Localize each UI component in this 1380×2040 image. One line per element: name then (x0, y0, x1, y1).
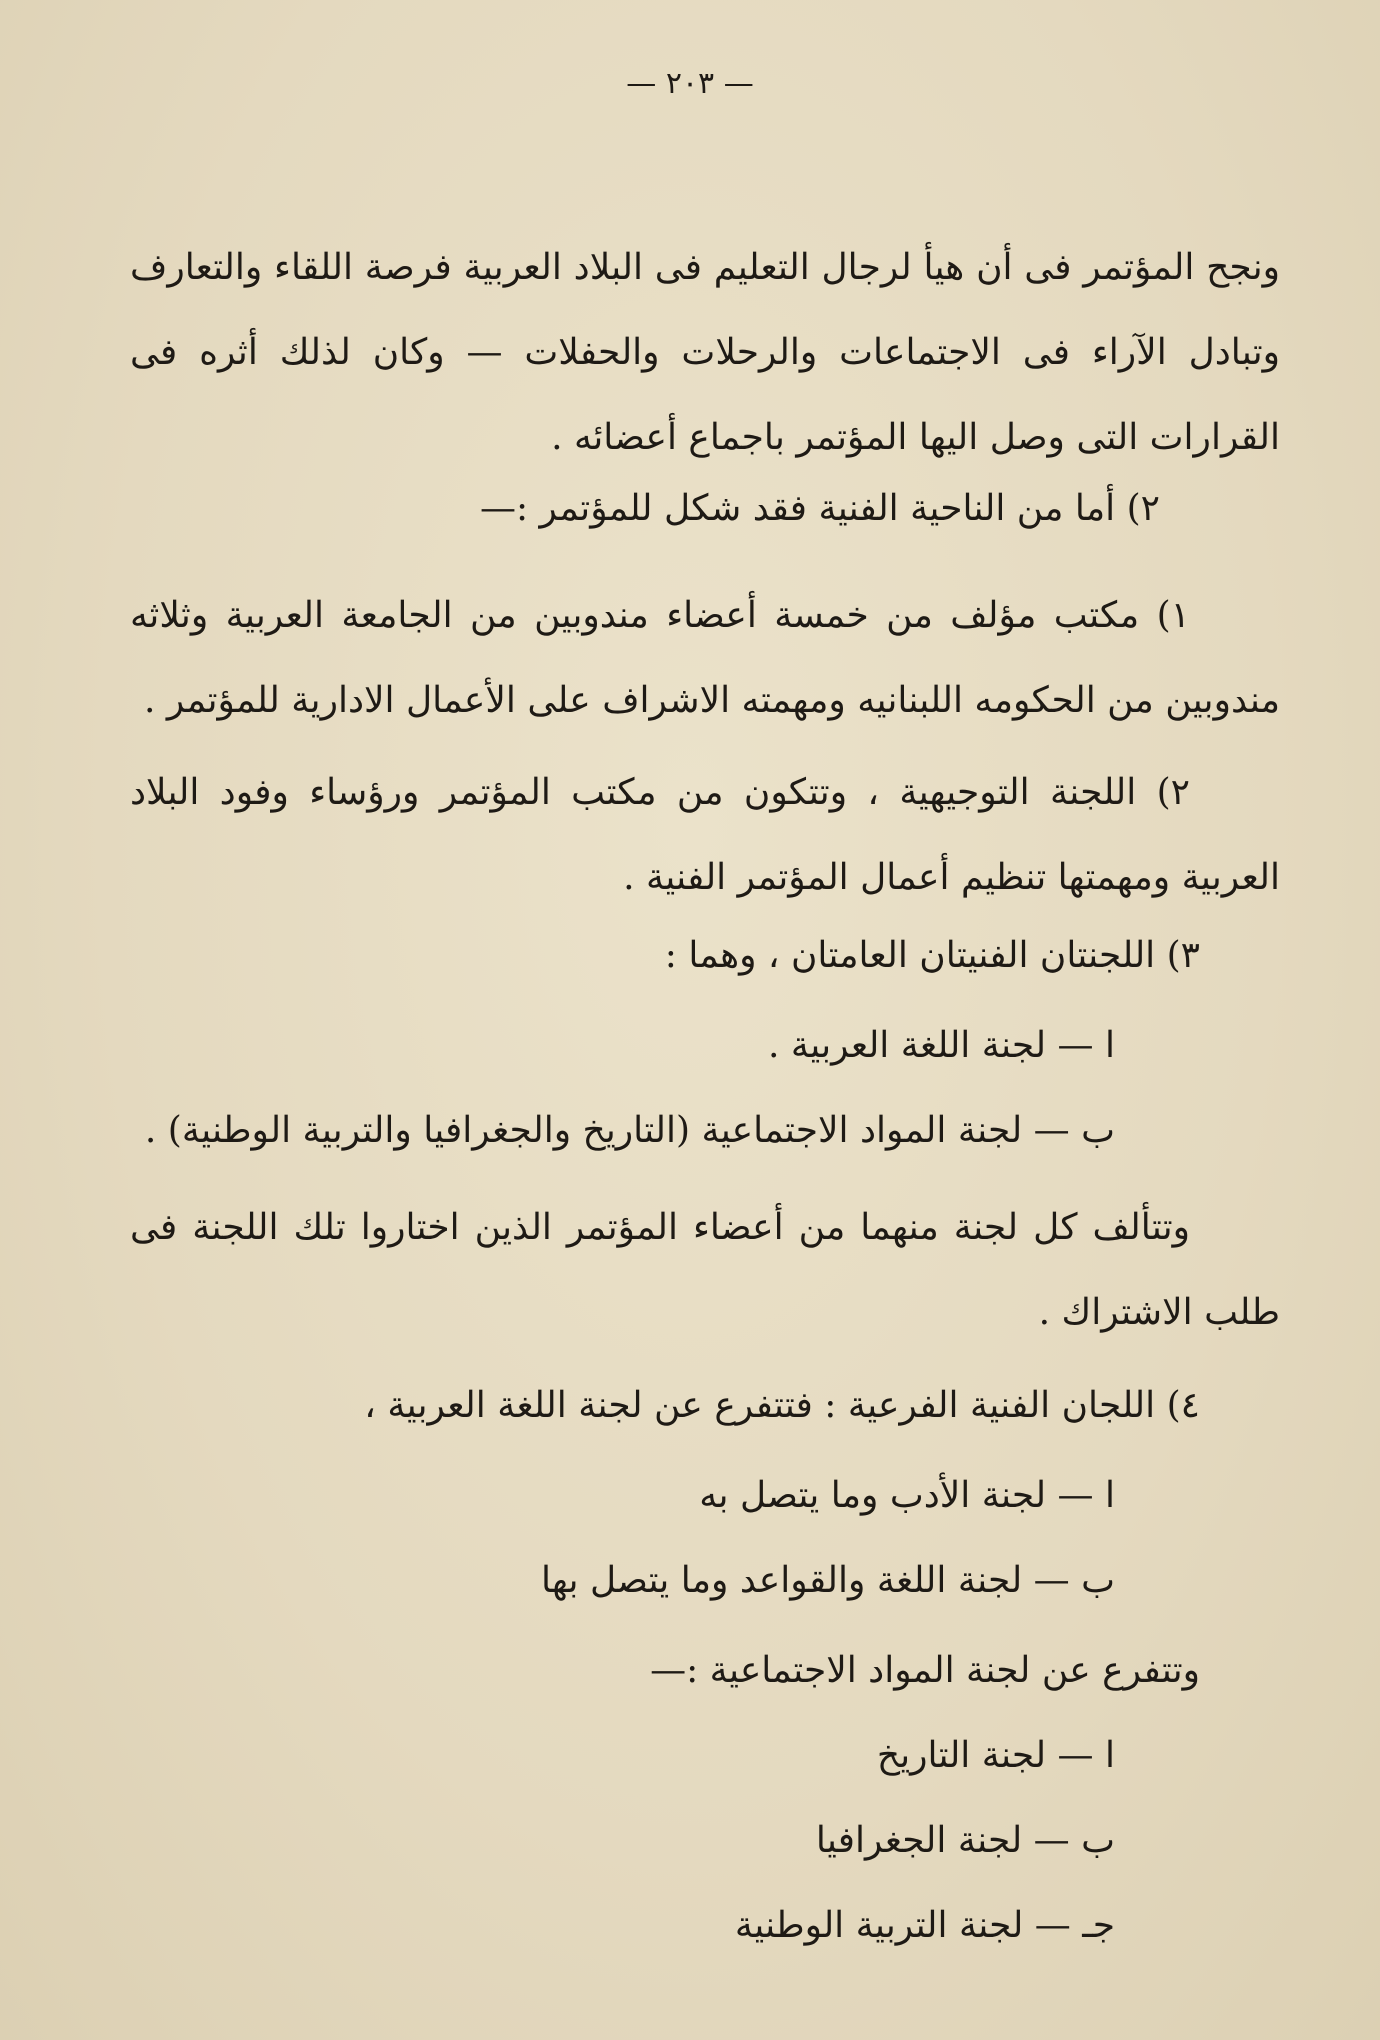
item-3-heading: ٣) اللجنتان الفنيتان العامتان ، وهما : (664, 935, 1200, 976)
item-2-paragraph: ٢) اللجنة التوجيهية ، وتتكون من مكتب المؤتمر ورؤساء وفود البلاد العربية ومهمتها تنظيم أعمال المؤتمر الفنية . (130, 772, 1280, 898)
social-item-b: ب — لجنة الجغرافيا (815, 1820, 1115, 1861)
item-4b: ب — لجنة اللغة والقواعد وما يتصل بها (540, 1560, 1115, 1601)
item-1-paragraph: ١) مكتب مؤلف من خمسة أعضاء مندوبين من الجامعة العربية وثلاثه مندوبين من الحكومه اللبنانيه ومهمته الاشراف على الأعمال الادارية للمؤتمر . (130, 595, 1280, 721)
item-3a: ا — لجنة اللغة العربية . (768, 1025, 1115, 1066)
social-heading: وتتفرع عن لجنة المواد الاجتماعية :— (650, 1650, 1200, 1691)
page-number: — ٢٠٣ — (626, 66, 754, 101)
item-4-heading: ٤) اللجان الفنية الفرعية : فتتفرع عن لجنة اللغة العربية ، (364, 1385, 1200, 1426)
intro-paragraph: ونجح المؤتمر فى أن هيأ لرجال التعليم فى البلاد العربية فرصة اللقاء والتعارف وتبادل الآراء فى الاجتماعات والرحلات والحفلات — وكان لذلك أثره فى القرارات التى وصل اليها المؤتمر باجماع أعضائه . (130, 247, 1280, 458)
item-4a: ا — لجنة الأدب وما يتصل به (699, 1475, 1115, 1516)
item-3b: ب — لجنة المواد الاجتماعية (التاريخ والجغرافيا والتربية الوطنية) . (144, 1110, 1115, 1151)
social-item-c: جـ — لجنة التربية الوطنية (734, 1905, 1115, 1946)
social-item-a: ا — لجنة التاريخ (876, 1735, 1115, 1776)
membership-paragraph: وتتألف كل لجنة منهما من أعضاء المؤتمر الذين اختاروا تلك اللجنة فى طلب الاشتراك . (130, 1207, 1280, 1333)
technical-heading: ٢) أما من الناحية الفنية فقد شكل للمؤتمر :— (479, 488, 1160, 529)
